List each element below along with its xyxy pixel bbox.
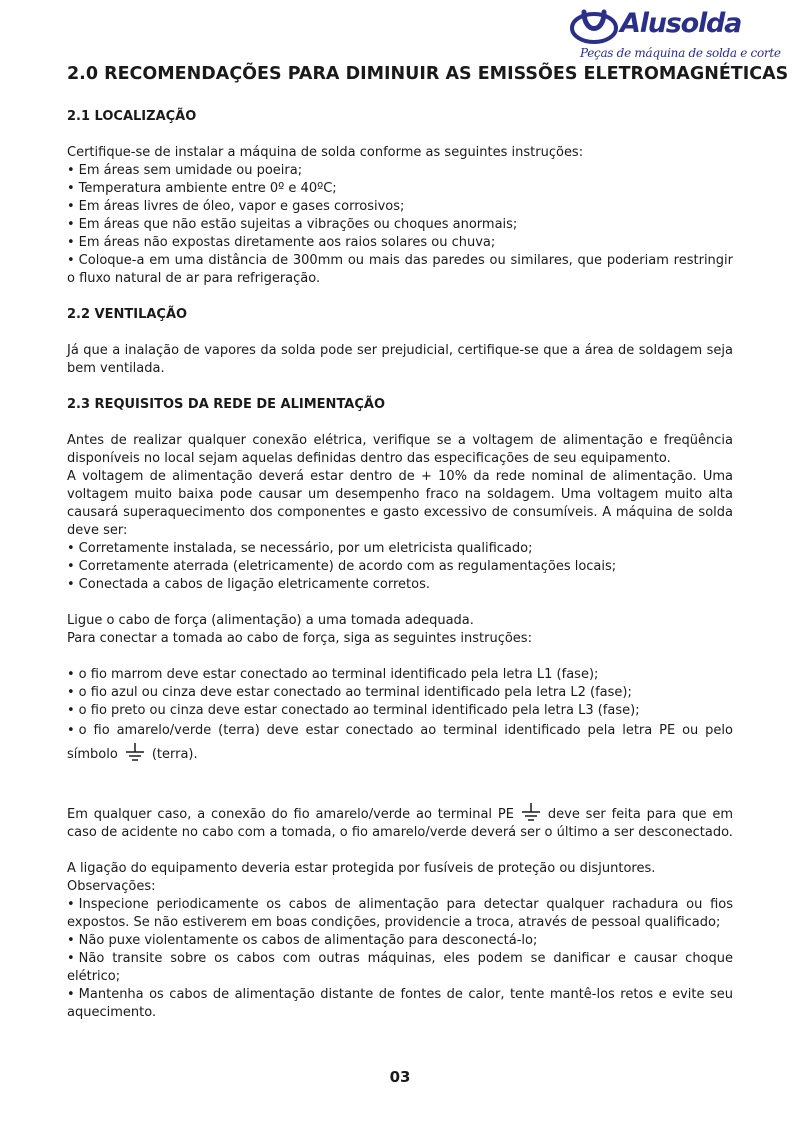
list-item: • Temperatura ambiente entre 0º e 40ºC; (67, 181, 337, 196)
list-item: • Em áreas livres de óleo, vapor e gases corrosivos; (67, 199, 405, 214)
section-rede-heading: 2.3 REQUISITOS DA REDE DE ALIMENTAÇÃO (67, 397, 386, 412)
alusolda-logo-icon (570, 6, 622, 46)
list-item: • Conectada a cabos de ligação eletricamente corretos. (67, 577, 430, 592)
page-number: 03 (389, 1068, 411, 1086)
brand-tagline: Peças de máquina de solda e corte (580, 46, 781, 60)
page-title: 2.0 RECOMENDAÇÕES PARA DIMINUIR AS EMISSÕES ELETROMAGNÉTICAS (67, 64, 789, 84)
list-item: • Em áreas não expostas diretamente aos raios solares ou chuva; (67, 235, 496, 250)
list-item: • o fio preto ou cinza deve estar conectado ao terminal identificado pela letra L3 (fase); (67, 703, 640, 718)
plug-instruction-2: Para conectar a tomada ao cabo de força, siga as seguintes instruções: (67, 631, 532, 646)
list-item: • Coloque-a em uma distância de 300mm ou mais das paredes ou similares, que poderiam restringir o fluxo natural de ar para refrigeração. (67, 253, 733, 286)
ground-symbol-icon (124, 742, 146, 764)
list-item: • Inspecione periodicamente os cabos de alimentação para detectar qualquer rachadura ou fios expostos. Se não estiverem em boas condições, providencie a troca, através de pessoal qualificado; (67, 897, 733, 930)
list-item: • Corretamente instalada, se necessário, por um eletricista qualificado; (67, 541, 533, 556)
list-item: • Não puxe violentamente os cabos de alimentação para desconectá-lo; (67, 933, 538, 948)
plug-instruction-1: Ligue o cabo de força (alimentação) a uma tomada adequada. (67, 613, 474, 628)
requisitos-list (67, 540, 733, 594)
list-item: • Não transite sobre os cabos com outras máquinas, eles podem se danificar e causar choque elétrico; (67, 951, 733, 984)
brand-name: Alusolda (620, 8, 742, 39)
list-item: • Em áreas que não estão sujeitas a vibrações ou choques anormais; (67, 217, 518, 232)
list-item: • Em áreas sem umidade ou poeira; (67, 163, 303, 178)
localizacao-intro: Certifique-se de instalar a máquina de solda conforme as seguintes instruções: (67, 145, 584, 160)
protection-text: A ligação do equipamento deveria estar protegida por fusíveis de proteção ou disjuntores. (67, 861, 656, 876)
section-localizacao-heading: 2.1 LOCALIZAÇÃO (67, 109, 197, 124)
ventilacao-text: Já que a inalação de vapores da solda pode ser prejudicial, certifique-se que a área de soldagem seja bem ventilada. (67, 343, 733, 376)
list-item: • Mantenha os cabos de alimentação distante de fontes de calor, tente mantê-los retos e evite seu aquecimento. (67, 987, 733, 1020)
observacoes-list (67, 896, 733, 1022)
rede-paragraph-2: A voltagem de alimentação deverá estar dentro de + 10% da rede nominal de alimentação. Uma voltagem muito baixa pode causar um desempenho fraco na soldagem. Uma voltagem muito alta causará superaquecimento dos componentes e gasto excessivo de consumíveis. A máquina de solda deve ser: (67, 469, 733, 538)
ground-symbol-icon (520, 802, 542, 824)
localizacao-list (67, 162, 733, 288)
wiring-list (67, 666, 733, 766)
list-item: • o fio amarelo/verde (terra) deve estar conectado ao terminal identificado pela letra PE ou pelo símbolo (terra). (67, 723, 733, 762)
document-body (67, 64, 789, 1022)
brand-logo (560, 2, 781, 64)
list-item: • o fio azul ou cinza deve estar conectado ao terminal identificado pela letra L2 (fase); (67, 685, 632, 700)
pe-connection-text: Em qualquer caso, a conexão do fio amarelo/verde ao terminal PE deve ser feita para que em caso de acidente no cabo com a tomada, o fio amarelo/verde deverá ser o último a ser desconectado. (67, 802, 733, 842)
list-item: • o fio marrom deve estar conectado ao terminal identificado pela letra L1 (fase); (67, 667, 599, 682)
observacoes-label: Observações: (67, 879, 156, 894)
section-ventilacao-heading: 2.2 VENTILAÇÃO (67, 307, 188, 322)
rede-paragraph-1: Antes de realizar qualquer conexão elétrica, verifique se a voltagem de alimentação e freqüência disponíveis no local sejam aquelas definidas dentro das especificações de seu equipamento. (67, 433, 733, 466)
list-item: • Corretamente aterrada (eletricamente) de acordo com as regulamentações locais; (67, 559, 617, 574)
